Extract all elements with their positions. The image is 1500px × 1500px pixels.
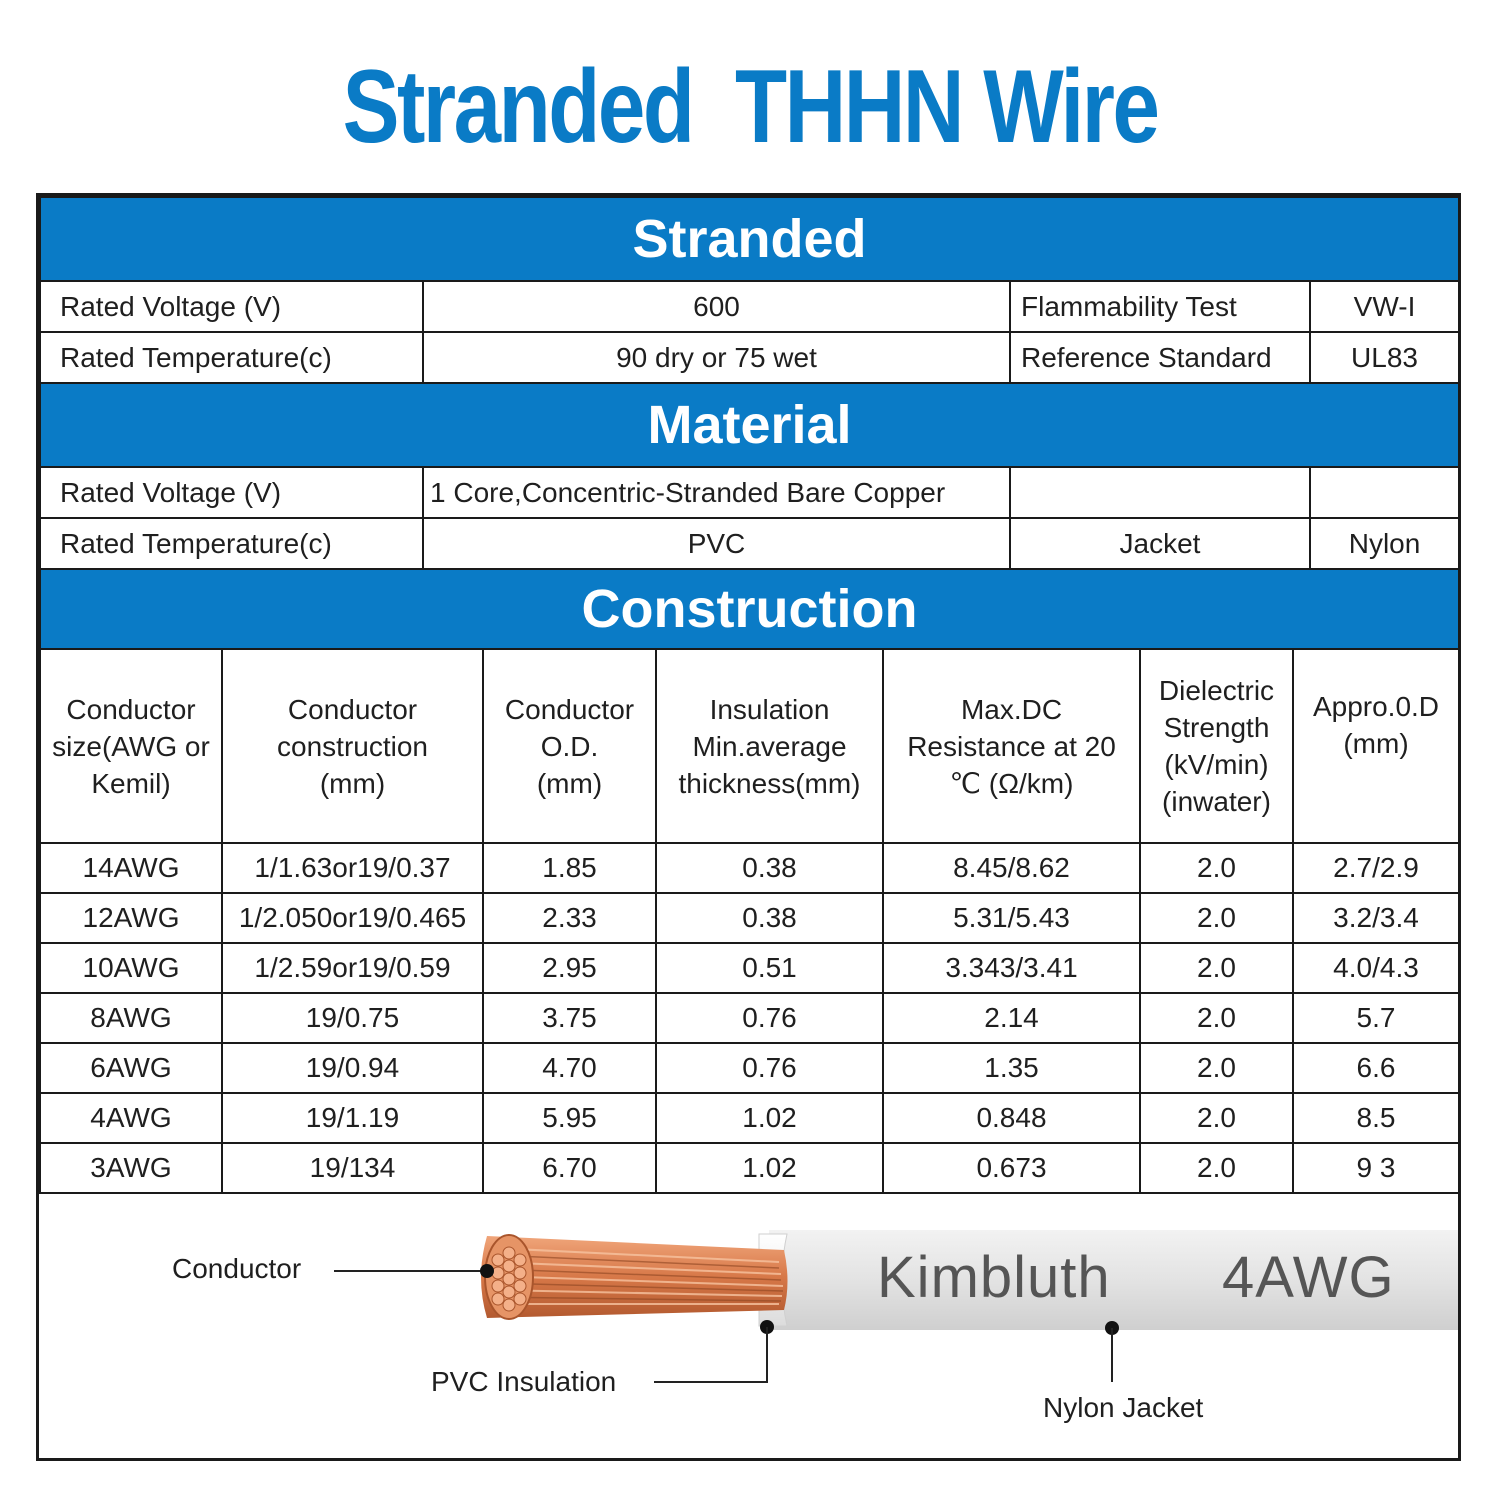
table-cell: 8AWG — [40, 993, 222, 1043]
table-row — [40, 1043, 1459, 1093]
table-row — [40, 893, 1459, 943]
section-material-heading: Material — [40, 383, 1459, 467]
table-cell: 8.5 — [1293, 1093, 1459, 1143]
wire-brand-print: Kimbluth — [877, 1245, 1111, 1310]
table-cell: 5.31/5.43 — [883, 893, 1140, 943]
table-cell: 2.0 — [1140, 1043, 1293, 1093]
table-cell: 0.38 — [656, 893, 883, 943]
construction-table — [39, 648, 1460, 1194]
table-cell: 2.0 — [1140, 843, 1293, 893]
spec-table-top — [39, 196, 1460, 650]
header-line: construction — [277, 730, 428, 762]
spec-row — [40, 281, 1459, 332]
header-line: Conductor — [66, 693, 196, 725]
table-cell: 19/0.94 — [222, 1043, 483, 1093]
col-header-od-approx — [1293, 649, 1459, 843]
construction-header-row — [40, 649, 1459, 843]
spec-property-value: VW-I — [1310, 281, 1459, 332]
table-cell: 3.343/3.41 — [883, 943, 1140, 993]
spec-property-value — [1310, 467, 1459, 518]
table-cell: 1/2.59or19/0.59 — [222, 943, 483, 993]
table-cell: 8.45/8.62 — [883, 843, 1140, 893]
col-header-size — [40, 649, 222, 843]
table-cell: 1.85 — [483, 843, 656, 893]
table-row — [40, 1093, 1459, 1143]
table-cell: 4.70 — [483, 1043, 656, 1093]
table-cell: 1.02 — [656, 1143, 883, 1193]
wire-size-print: 4AWG — [1222, 1245, 1395, 1310]
table-cell: 19/0.75 — [222, 993, 483, 1043]
table-cell: 1/1.63or19/0.37 — [222, 843, 483, 893]
table-cell: 0.673 — [883, 1143, 1140, 1193]
conductor-marker — [480, 1264, 494, 1278]
header-line: Min.average — [692, 730, 847, 762]
header-line: O.D. — [540, 730, 599, 762]
table-cell: 3.75 — [483, 993, 656, 1043]
col-header-od — [483, 649, 656, 843]
table-cell: 12AWG — [40, 893, 222, 943]
section-construction-heading: Construction — [40, 569, 1459, 649]
spec-property: Flammability Test — [1010, 281, 1310, 332]
header-line: (mm) — [536, 767, 603, 799]
material-row — [40, 518, 1459, 569]
header-line: size(AWG or — [52, 730, 210, 762]
table-cell: 2.33 — [483, 893, 656, 943]
table-cell: 2.0 — [1140, 993, 1293, 1043]
pvc-insulation-label: PVC Insulation — [431, 1366, 617, 1397]
header-line: (kV/min) — [1164, 749, 1269, 780]
table-cell: 0.848 — [883, 1093, 1140, 1143]
spec-label: Rated Voltage (V) — [40, 467, 423, 518]
header-line: Dielectric — [1158, 675, 1275, 706]
col-header-insulation — [656, 649, 883, 843]
spec-sheet — [36, 193, 1461, 1461]
wire-diagram — [39, 1158, 1458, 1458]
table-cell: 2.0 — [1140, 1143, 1293, 1193]
header-line: (mm) — [319, 767, 386, 799]
table-row — [40, 843, 1459, 893]
table-cell: 0.76 — [656, 1043, 883, 1093]
spec-property — [1010, 467, 1310, 518]
header-line: Max.DC — [960, 693, 1063, 725]
table-cell: 9 3 — [1293, 1143, 1459, 1193]
table-cell: 14AWG — [40, 843, 222, 893]
col-header-resistance — [883, 649, 1140, 843]
header-line: (mm) — [1343, 728, 1409, 759]
header-line: (inwater) — [1162, 786, 1271, 817]
spec-property-value: Nylon — [1310, 518, 1459, 569]
table-cell: 0.38 — [656, 843, 883, 893]
header-line: Kemil) — [91, 767, 171, 799]
section-stranded-heading: Stranded — [40, 197, 1459, 281]
table-cell: 6.70 — [483, 1143, 656, 1193]
table-cell: 5.95 — [483, 1093, 656, 1143]
table-row — [40, 993, 1459, 1043]
nylon-jacket-label: Nylon Jacket — [1043, 1392, 1204, 1423]
table-cell: 0.76 — [656, 993, 883, 1043]
header-line: ℃ (Ω/km) — [949, 767, 1074, 799]
table-cell: 2.14 — [883, 993, 1140, 1043]
table-cell: 2.95 — [483, 943, 656, 993]
header-line: Strength — [1163, 712, 1270, 743]
table-cell: 19/1.19 — [222, 1093, 483, 1143]
spec-label: Rated Temperature(c) — [40, 518, 423, 569]
spec-value: 600 — [423, 281, 1010, 332]
header-line: Conductor — [287, 693, 418, 725]
spec-property: Reference Standard — [1010, 332, 1310, 383]
spec-value: 90 dry or 75 wet — [423, 332, 1010, 383]
table-cell: 2.0 — [1140, 893, 1293, 943]
header-line: Resistance at 20 — [907, 730, 1116, 762]
col-header-construction — [222, 649, 483, 843]
spec-property-value: UL83 — [1310, 332, 1459, 383]
spec-row — [40, 332, 1459, 383]
header-line: Conductor — [504, 693, 635, 725]
material-row — [40, 467, 1459, 518]
table-cell: 2.7/2.9 — [1293, 843, 1459, 893]
col-header-dielectric — [1140, 649, 1293, 843]
table-cell: 6.6 — [1293, 1043, 1459, 1093]
header-line: thickness(mm) — [678, 767, 861, 799]
table-cell: 1/2.050or19/0.465 — [222, 893, 483, 943]
table-cell: 3AWG — [40, 1143, 222, 1193]
table-cell: 1.35 — [883, 1043, 1140, 1093]
table-cell: 3.2/3.4 — [1293, 893, 1459, 943]
conductor-label: Conductor — [172, 1253, 302, 1284]
spec-value: 1 Core,Concentric-Stranded Bare Copper — [423, 467, 1010, 518]
table-cell: 2.0 — [1140, 943, 1293, 993]
table-cell: 10AWG — [40, 943, 222, 993]
spec-value: PVC — [423, 518, 1010, 569]
table-cell: 1.02 — [656, 1093, 883, 1143]
header-line: Appro.0.D — [1312, 691, 1440, 722]
table-cell: 5.7 — [1293, 993, 1459, 1043]
spec-label: Rated Voltage (V) — [40, 281, 423, 332]
spec-label: Rated Temperature(c) — [40, 332, 423, 383]
table-cell: 4.0/4.3 — [1293, 943, 1459, 993]
page-title: Stranded THHN Wire — [342, 49, 1158, 165]
construction-body — [40, 843, 1459, 1193]
table-cell: 19/134 — [222, 1143, 483, 1193]
header-line: Insulation — [709, 693, 830, 725]
table-row — [40, 943, 1459, 993]
table-cell: 2.0 — [1140, 1093, 1293, 1143]
spec-property: Jacket — [1010, 518, 1310, 569]
table-cell: 0.51 — [656, 943, 883, 993]
table-cell: 4AWG — [40, 1093, 222, 1143]
table-cell: 6AWG — [40, 1043, 222, 1093]
